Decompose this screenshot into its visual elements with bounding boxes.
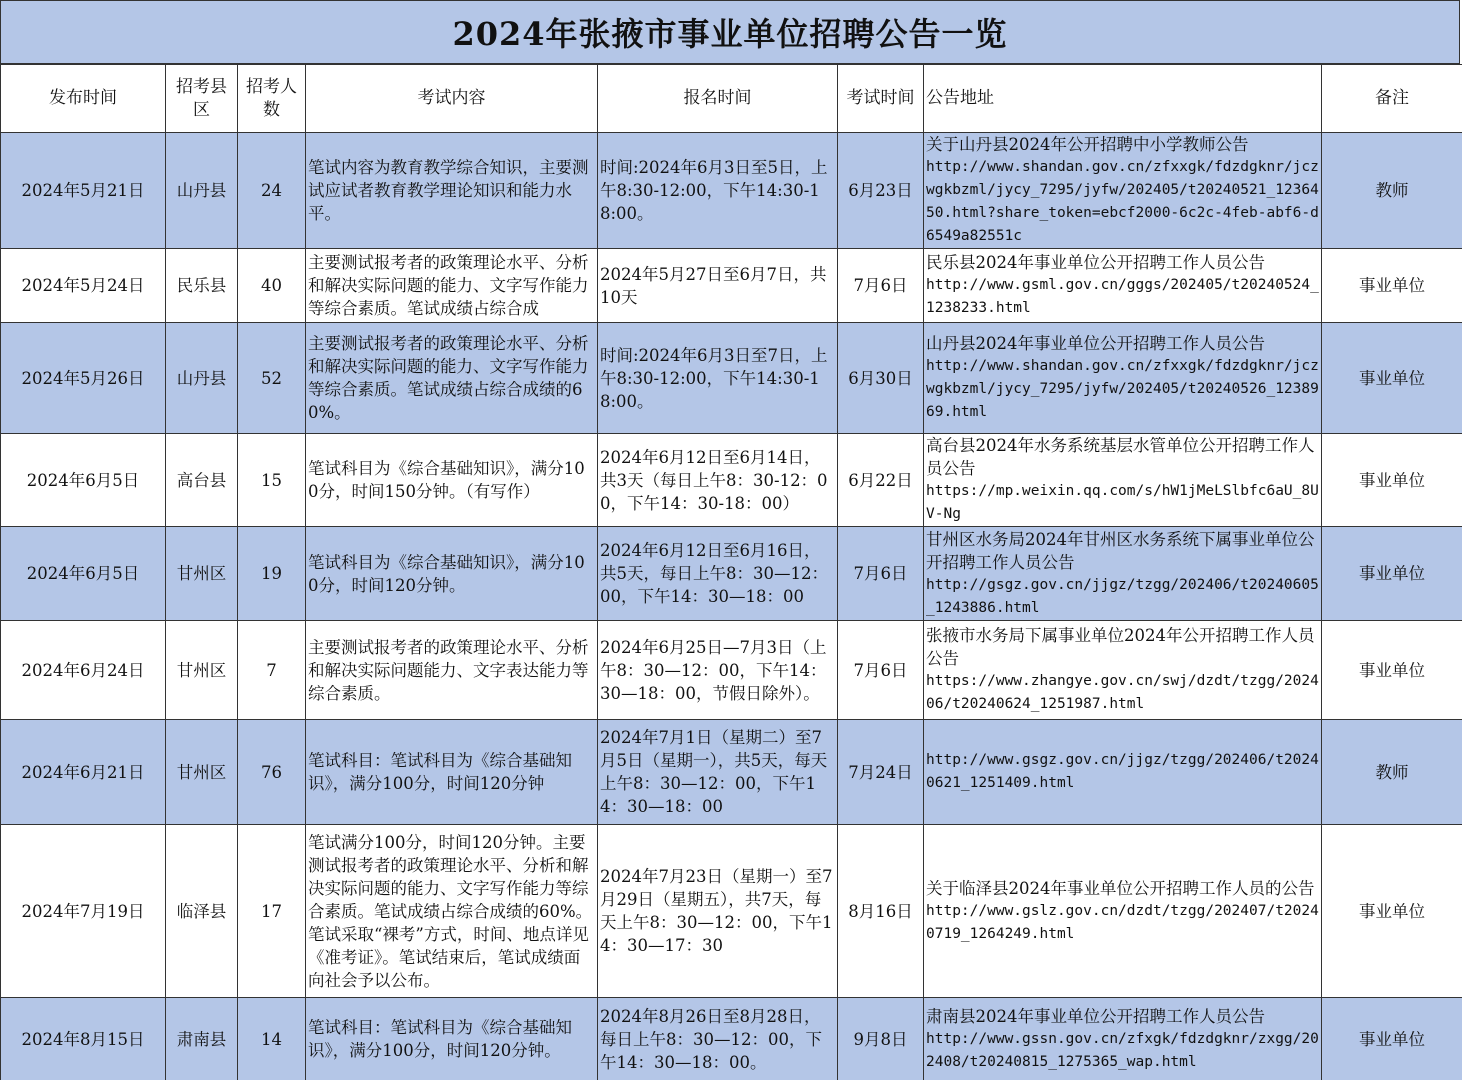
cell-count: 76 <box>238 720 306 825</box>
header-notice-url: 公告地址 <box>924 65 1322 133</box>
cell-content: 笔试满分100分，时间120分钟。主要测试报考者的政策理论水平、分析和解决实际问题的能力、文字写作能力等综合素质。笔试成绩占综合成绩的60%。笔试采取“裸考”方式，时间、地点详见《准考证》。笔试结束后，笔试成绩面向社会予以公布。 <box>306 825 598 998</box>
header-remark: 备注 <box>1322 65 1462 133</box>
page-title: 2024年张掖市事业单位招聘公告一览 <box>452 15 1008 53</box>
notice-title: 张掖市水务局下属事业单位2024年公开招聘工作人员公告 <box>926 626 1315 668</box>
cell-date: 2024年5月26日 <box>1 323 166 434</box>
notice-link[interactable]: https://mp.weixin.qq.com/s/hW1jMeLSlbfc6aU_8UV-Ng <box>926 483 1319 522</box>
cell-county: 甘州区 <box>166 527 238 621</box>
notice-title: 高台县2024年水务系统基层水管单位公开招聘工作人员公告 <box>926 436 1315 478</box>
cell-exam-date: 8月16日 <box>838 825 924 998</box>
cell-remark: 事业单位 <box>1322 621 1462 720</box>
cell-content: 笔试科目为《综合基础知识》，满分100分，时间120分钟。 <box>306 527 598 621</box>
table-row <box>1 621 1462 720</box>
notice-title: 肃南县2024年事业单位公开招聘工作人员公告 <box>926 1006 1265 1026</box>
notice-title: 甘州区水务局2024年甘州区水务系统下属事业单位公开招聘工作人员公告 <box>926 529 1315 572</box>
cell-county: 肃南县 <box>166 998 238 1080</box>
cell-content: 笔试科目：笔试科目为《综合基础知识》，满分100分，时间120分钟 <box>306 720 598 825</box>
cell-date: 2024年6月5日 <box>1 434 166 527</box>
header-date: 发布时间 <box>1 65 166 133</box>
cell-registration: 2024年5月27日至6月7日，共10天 <box>598 249 838 323</box>
cell-exam-date: 6月22日 <box>838 434 924 527</box>
cell-count: 7 <box>238 621 306 720</box>
cell-notice[interactable] <box>924 249 1322 323</box>
table-row <box>1 998 1462 1080</box>
cell-remark: 事业单位 <box>1322 998 1462 1080</box>
cell-notice[interactable] <box>924 621 1322 720</box>
header-county: 招考县区 <box>166 65 238 133</box>
header-row <box>1 65 1462 133</box>
cell-remark: 事业单位 <box>1322 323 1462 434</box>
notice-link[interactable]: https://www.zhangye.gov.cn/swj/dzdt/tzgg/202406/t20240624_1251987.html <box>926 673 1319 712</box>
notice-link[interactable]: http://www.gsml.gov.cn/gggs/202405/t20240524_1238233.html <box>926 277 1319 316</box>
cell-date: 2024年7月19日 <box>1 825 166 998</box>
cell-count: 40 <box>238 249 306 323</box>
cell-content: 笔试内容为教育教学综合知识，主要测试应试者教育教学理论知识和能力水平。 <box>306 133 598 249</box>
cell-registration: 2024年8月26日至8月28日，每日上午8：30—12：00，下午14：30—18：00。 <box>598 998 838 1080</box>
cell-content: 笔试科目为《综合基础知识》，满分100分，时间150分钟。（有写作） <box>306 434 598 527</box>
table-title-bar <box>0 0 1460 64</box>
cell-county: 高台县 <box>166 434 238 527</box>
table-row <box>1 825 1462 998</box>
cell-remark: 教师 <box>1322 720 1462 825</box>
cell-exam-date: 7月6日 <box>838 249 924 323</box>
table-row <box>1 720 1462 825</box>
cell-remark: 事业单位 <box>1322 825 1462 998</box>
table-row <box>1 133 1462 249</box>
cell-count: 24 <box>238 133 306 249</box>
table-row <box>1 434 1462 527</box>
cell-date: 2024年6月5日 <box>1 527 166 621</box>
notice-title: 关于临泽县2024年事业单位公开招聘工作人员的公告 <box>926 878 1315 898</box>
cell-registration: 时间:2024年6月3日至7日，上午8:30-12:00，下午14:30-18:00。 <box>598 323 838 434</box>
cell-remark: 教师 <box>1322 133 1462 249</box>
cell-registration: 2024年6月12日至6月14日，共3天（每日上午8：30-12：00，下午14：30-18：00） <box>598 434 838 527</box>
notice-link[interactable]: http://www.gssn.gov.cn/zfxgk/fdzdgknr/zxgg/202408/t20240815_1275365_wap.html <box>926 1030 1319 1070</box>
cell-notice[interactable] <box>924 825 1322 998</box>
notice-link[interactable]: http://www.shandan.gov.cn/zfxxgk/fdzdgknr/jczwgkbzml/jycy_7295/jyfw/202405/t20240521_1236450.html?share_token=ebcf2000-6c2c-4feb-abf6-d6549a82551c <box>926 159 1319 244</box>
cell-exam-date: 7月24日 <box>838 720 924 825</box>
cell-exam-date: 6月23日 <box>838 133 924 249</box>
cell-count: 52 <box>238 323 306 434</box>
table-row <box>1 527 1462 621</box>
cell-remark: 事业单位 <box>1322 434 1462 527</box>
cell-county: 临泽县 <box>166 825 238 998</box>
cell-registration: 2024年7月1日（星期二）至7月5日（星期一），共5天，每天上午8：30—12：00，下午14：30—18：00 <box>598 720 838 825</box>
cell-county: 甘州区 <box>166 621 238 720</box>
header-count: 招考人数 <box>238 65 306 133</box>
cell-content: 主要测试报考者的政策理论水平、分析和解决实际问题能力、文字表达能力等综合素质。 <box>306 621 598 720</box>
recruitment-table <box>0 64 1462 1080</box>
notice-link[interactable]: http://www.gslz.gov.cn/dzdt/tzgg/202407/t20240719_1264249.html <box>926 902 1319 942</box>
header-content: 考试内容 <box>306 65 598 133</box>
cell-notice[interactable] <box>924 998 1322 1080</box>
cell-notice[interactable] <box>924 434 1322 527</box>
cell-registration: 2024年6月12日至6月16日，共5天，每日上午8：30—12：00，下午14：30—18：00 <box>598 527 838 621</box>
header-exam-date: 考试时间 <box>838 65 924 133</box>
cell-count: 19 <box>238 527 306 621</box>
cell-county: 甘州区 <box>166 720 238 825</box>
cell-remark: 事业单位 <box>1322 249 1462 323</box>
notice-title: 关于山丹县2024年公开招聘中小学教师公告 <box>926 135 1249 154</box>
cell-registration: 时间:2024年6月3日至5日，上午8:30-12:00，下午14:30-18:00。 <box>598 133 838 249</box>
cell-exam-date: 7月6日 <box>838 527 924 621</box>
cell-content: 主要测试报考者的政策理论水平、分析和解决实际问题的能力、文字写作能力等综合素质。笔试成绩占综合成绩的60%。 <box>306 323 598 434</box>
cell-content: 笔试科目：笔试科目为《综合基础知识》，满分100分，时间120分钟。 <box>306 998 598 1080</box>
cell-count: 15 <box>238 434 306 527</box>
cell-date: 2024年5月24日 <box>1 249 166 323</box>
cell-notice[interactable] <box>924 720 1322 825</box>
notice-title: 民乐县2024年事业单位公开招聘工作人员公告 <box>926 253 1265 272</box>
cell-county: 民乐县 <box>166 249 238 323</box>
table-row <box>1 323 1462 434</box>
cell-count: 14 <box>238 998 306 1080</box>
cell-count: 17 <box>238 825 306 998</box>
cell-date: 2024年8月15日 <box>1 998 166 1080</box>
cell-registration: 2024年6月25日—7月3日（上午8：30—12：00，下午14：30—18：00，节假日除外）。 <box>598 621 838 720</box>
notice-link[interactable]: http://www.shandan.gov.cn/zfxxgk/fdzdgknr/jczwgkbzml/jycy_7295/jyfw/202405/t20240526_1238969.html <box>926 358 1319 420</box>
notice-link[interactable]: http://www.gsgz.gov.cn/jjgz/tzgg/202406/t20240621_1251409.html <box>926 752 1319 791</box>
cell-remark: 事业单位 <box>1322 527 1462 621</box>
cell-date: 2024年6月24日 <box>1 621 166 720</box>
table-row <box>1 249 1462 323</box>
cell-date: 2024年5月21日 <box>1 133 166 249</box>
cell-county: 山丹县 <box>166 323 238 434</box>
header-registration: 报名时间 <box>598 65 838 133</box>
cell-date: 2024年6月21日 <box>1 720 166 825</box>
cell-notice[interactable] <box>924 323 1322 434</box>
cell-exam-date: 6月30日 <box>838 323 924 434</box>
notice-link[interactable]: http://gsgz.gov.cn/jjgz/tzgg/202406/t20240605_1243886.html <box>926 576 1319 616</box>
notice-title: 山丹县2024年事业单位公开招聘工作人员公告 <box>926 334 1265 353</box>
cell-content: 主要测试报考者的政策理论水平、分析和解决实际问题的能力、文字写作能力等综合素质。笔试成绩占综合成 <box>306 249 598 323</box>
cell-county: 山丹县 <box>166 133 238 249</box>
table-body <box>1 133 1462 1080</box>
cell-notice[interactable] <box>924 527 1322 621</box>
cell-registration: 2024年7月23日（星期一）至7月29日（星期五），共7天，每天上午8：30—12：00，下午14：30—17：30 <box>598 825 838 998</box>
cell-exam-date: 9月8日 <box>838 998 924 1080</box>
cell-exam-date: 7月6日 <box>838 621 924 720</box>
cell-notice[interactable] <box>924 133 1322 249</box>
